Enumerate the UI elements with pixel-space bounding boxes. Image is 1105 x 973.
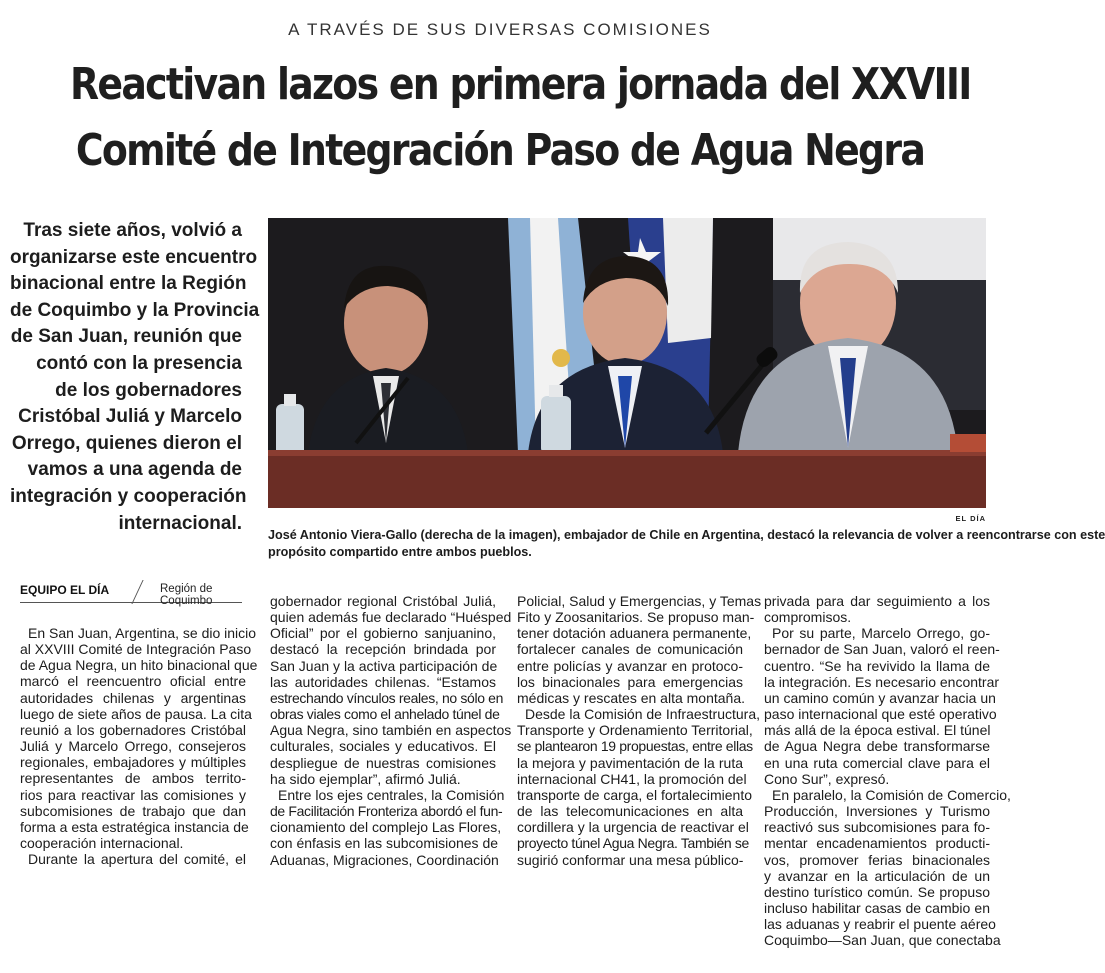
byline	[20, 580, 242, 607]
body-line: la integración. Es necesario encontrar	[764, 673, 1000, 690]
body-line: obras viales como el anhelado túnel de	[270, 706, 500, 723]
body-line: privada para dar seguimiento a los	[764, 593, 990, 609]
body-column-3	[517, 593, 762, 868]
body-line: rios para reactivar las comisiones y	[20, 786, 246, 803]
body-line: cionamiento del complejo Las Flores,	[270, 819, 502, 836]
body-line: subcomisiones de trabajo que dan	[20, 802, 246, 819]
body-line: luego de siete años de pausa. La cita	[20, 705, 252, 722]
byline-divider	[131, 580, 143, 604]
body-line: Durante la apertura del comité, el	[28, 851, 246, 868]
lead-line: Orrego, quienes dieron el	[11, 432, 242, 454]
body-line: En San Juan, Argentina, se dio inicio	[28, 625, 257, 641]
body-line: gobernador regional Cristóbal Juliá,	[270, 593, 496, 609]
body-line: cooperación internacional.	[20, 835, 184, 852]
caption-line: José Antonio Viera-Gallo (derecha de la imagen), embajador de Chile en Argentina, destacó la relevancia de volver a reencontrarse con este	[268, 528, 1105, 542]
body-line: paso internacional que esté operativo	[764, 706, 997, 723]
body-line: Transporte y Ordenamiento Territorial,	[517, 722, 753, 739]
body-line: mentar encadenamientos producti-	[764, 835, 990, 852]
body-line: un camino común y avanzar hacia un	[764, 689, 996, 706]
caption-line: propósito compartido entre ambos pueblos.	[268, 544, 532, 559]
body-line: quien además fue declarado “Huésped	[270, 609, 512, 626]
body-line: bernador de San Juan, valoró el reen-	[764, 641, 1000, 658]
body-line: con énfasis en las subcomisiones de	[270, 835, 499, 852]
body-line: Cono Sur”, expresó.	[764, 770, 890, 787]
body-line: internacional CH41, la promoción del	[517, 770, 747, 787]
lead-line: de San Juan, reunión que	[10, 326, 242, 348]
body-line: transporte de carga, el fortalecimiento	[517, 786, 753, 803]
lead-line: integración y cooperación	[10, 485, 247, 507]
body-line: regionales, embajadores y múltiples	[20, 754, 246, 771]
body-line: los binacionales para emergencias	[517, 673, 743, 690]
body-line: Oficial” por el gobierno sanjuanino,	[270, 625, 496, 642]
body-line: Desde la Comisión de Infraestructura,	[525, 706, 760, 723]
body-line: ha sido ejemplar”, afirmó Juliá.	[270, 770, 461, 787]
body-line: Fito y Zoosanitarios. Se propuso man-	[517, 609, 755, 626]
body-line: Policial, Salud y Emergencias, y Temas	[517, 593, 762, 609]
body-line: Entre los ejes centrales, la Comisión	[278, 786, 505, 803]
headline	[70, 52, 971, 184]
byline-region: Región de Coquimbo	[160, 583, 213, 607]
body-line: autoridades chilenas y argentinas	[20, 689, 246, 706]
body-line: de Agua Negra, un hito binacional que	[20, 657, 258, 674]
body-line: Producción, Inversiones y Turismo	[764, 803, 990, 820]
lead-line: de los gobernadores	[55, 379, 242, 401]
body-line: compromisos.	[764, 609, 852, 626]
body-line: incluso habilitar casas de cambio en	[764, 899, 990, 916]
body-line: forma a esta estratégica instancia de	[20, 818, 249, 835]
lead-line: vamos a una agenda de	[27, 459, 242, 481]
lead-line: binacional entre la Región	[10, 273, 247, 295]
lead-paragraph	[10, 218, 260, 537]
body-line: sugirió conformar una mesa público-	[517, 851, 744, 868]
body-column-1	[20, 625, 258, 868]
body-line: En paralelo, la Comisión de Comercio,	[772, 786, 1011, 803]
body-line: Juliá y Marcelo Orrego, consejeros	[20, 738, 246, 755]
body-line: médicas y rescates en alta montaña.	[517, 689, 746, 706]
body-line: reunió a los gobernadores Cristóbal	[20, 721, 246, 738]
body-line: proyecto túnel Agua Negra. También se	[517, 835, 749, 852]
headline-line: Comité de Integración Paso de Agua Negra	[75, 125, 925, 176]
body-line: fortalecer canales de comunicación	[517, 641, 743, 658]
body-line: y avanzar en la articulación de un	[764, 867, 990, 884]
body-line: Por su parte, Marcelo Orrego, go-	[772, 625, 990, 642]
body-line: Aduanas, Migraciones, Coordinación	[270, 851, 499, 868]
lead-line: de Coquimbo y la Provincia	[10, 299, 260, 321]
body-line: despliegue de nuestras comisiones	[270, 754, 496, 771]
body-line: más allá de la época estival. El túnel	[764, 722, 991, 739]
body-line: se plantearon 19 propuestas, entre ellas	[517, 738, 753, 755]
lead-line: organizarse este encuentro	[10, 246, 258, 268]
photo-credit: EL DÍA	[955, 514, 986, 523]
headline-line: Reactivan lazos en primera jornada del XXVIII	[70, 59, 971, 110]
body-line: vos, promover ferias binacionales	[764, 851, 990, 868]
body-line: las aduanas y reabrir el puente aéreo	[764, 916, 996, 933]
body-line: estrechando vínculos reales, no sólo en	[270, 689, 504, 706]
body-line: de Agua Negra debe transformarse	[764, 738, 990, 755]
body-line: cordillera y la urgencia de reactivar el	[517, 819, 749, 836]
body-line: Coquimbo—San Juan, que conectaba	[764, 932, 1001, 949]
byline-author: EQUIPO EL DÍA	[20, 583, 110, 597]
lead-line: internacional.	[118, 512, 242, 534]
body-line: marcó el reencuentro oficial entre	[20, 673, 246, 690]
body-line: al XXVIII Comité de Integración Paso	[20, 641, 252, 658]
body-line: destino turístico común. Se propuso	[764, 883, 990, 900]
body-line: de las telecomunicaciones en alta	[517, 803, 743, 820]
body-line: de Facilitación Fronteriza abordó el fun-	[270, 803, 503, 820]
article-photo	[268, 218, 986, 508]
lead-line: contó con la presencia	[36, 352, 242, 374]
lead-line: Cristóbal Juliá y Marcelo	[18, 406, 242, 428]
body-line: representantes de ambos territo-	[20, 770, 246, 787]
lead-line: Tras siete años, volvió a	[23, 220, 242, 241]
body-line: culturales, sociales y educativos. El	[270, 738, 496, 755]
body-line: en una ruta comercial clave para el	[764, 754, 990, 771]
body-line: tener dotación aduanera permanente,	[517, 625, 752, 642]
body-line: Agua Negra, sino también en aspectos	[270, 722, 512, 739]
body-column-2	[270, 593, 512, 868]
body-line: las autoridades chilenas. “Estamos	[270, 673, 496, 690]
body-column-4	[764, 593, 1011, 949]
body-line: reactivó sus subcomisiones para fo-	[764, 819, 990, 836]
body-line: San Juan y la activa participación de	[270, 657, 498, 674]
kicker: A TRAVÉS DE SUS DIVERSAS COMISIONES	[288, 20, 712, 39]
body-line: destacó la recepción brindada por	[270, 641, 496, 658]
photo-caption	[268, 527, 1105, 560]
body-line: cuentro. “Se ha revivido la llama de	[764, 657, 990, 674]
body-line: la mejora y pavimentación de la ruta	[517, 754, 743, 771]
body-line: entre policías y avanzar en protoco-	[517, 657, 743, 674]
press-conference-illustration	[268, 218, 986, 508]
